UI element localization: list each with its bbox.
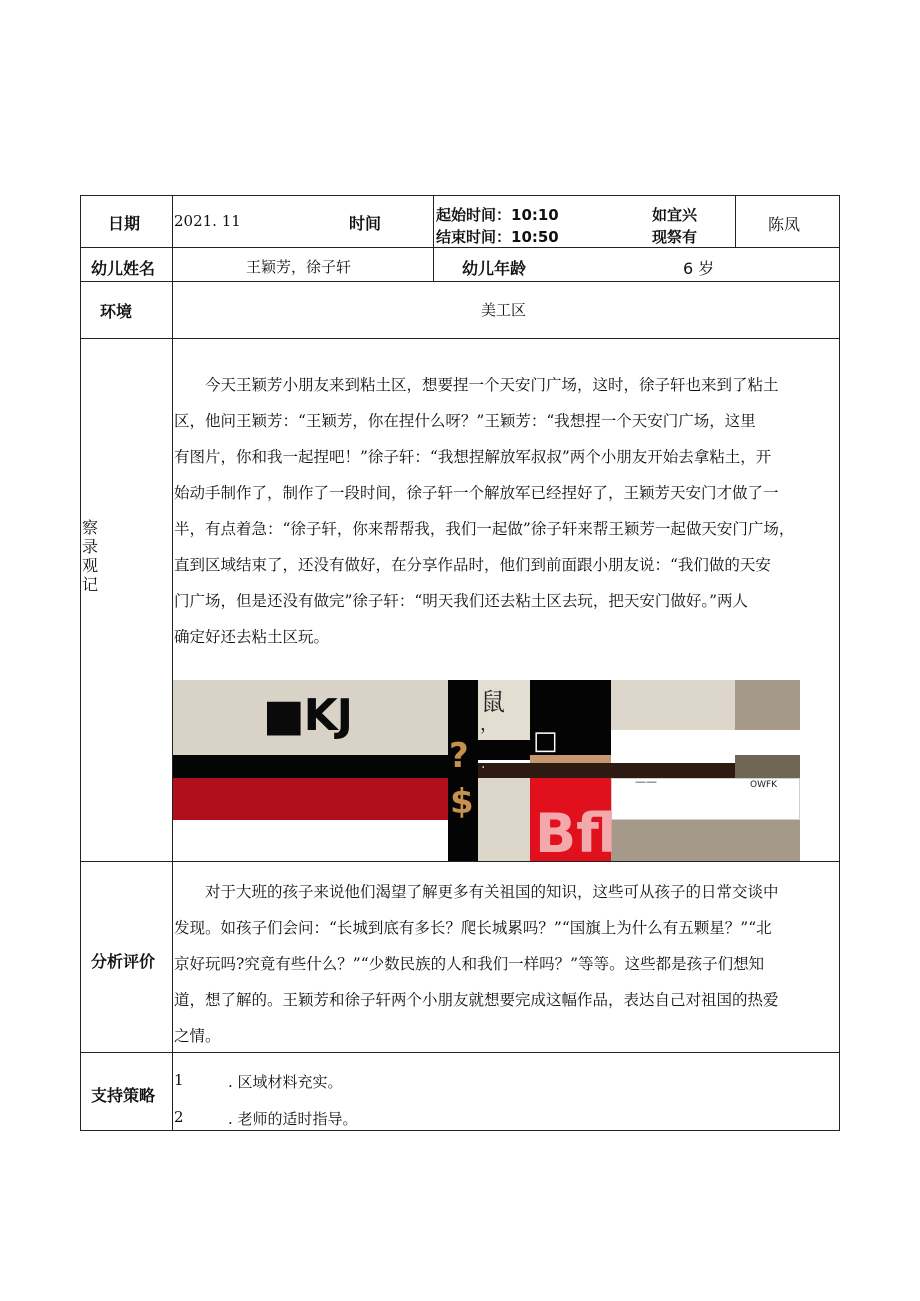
age-value: 6 岁 (683, 259, 715, 278)
table-border-right (839, 195, 840, 1131)
date-label: 日期 (108, 214, 141, 233)
strategy-label: 支持策略 (91, 1086, 156, 1105)
analysis-line: 对于大班的孩子来说他们渴望了解更多有关祖国的知识，这些可从孩子的日常交谈中 (205, 883, 779, 901)
photo-text-comma: ， (480, 714, 498, 735)
photo-block (478, 740, 530, 760)
photo-text-dollar: $ (450, 782, 474, 822)
row-divider (80, 338, 840, 339)
observation-line: 直到区域结束了，还没有做好，在分享作品时，他们到前面跟小朋友说：“我们做的天安 (174, 556, 771, 574)
photo-block (478, 778, 530, 861)
observation-line: 门广场，但是还没有做完”徐子轩：“明天我们还去粘土区去玩，把天安门做好。”两人 (174, 592, 749, 610)
observation-label: 察录观记 (82, 518, 99, 594)
age-label: 幼儿年龄 (462, 259, 527, 278)
observer-label-line2: 现祭有 (652, 228, 698, 246)
analysis-text (174, 874, 838, 1054)
child-names: 王颖芳，徐子轩 (246, 258, 352, 276)
label-column-divider (172, 195, 173, 1131)
photo-block (735, 680, 800, 730)
photo-block (611, 680, 735, 730)
observation-line: 半，有点着急：“徐子轩，你来帮帮我，我们一起做”徐子轩来帮王颖芳一起做天安门广场， (174, 520, 795, 538)
end-time: 结束时间：10:50 (436, 228, 559, 246)
photo-block (611, 730, 800, 755)
observation-photo (173, 680, 800, 861)
row-divider (80, 861, 840, 862)
photo-text-kj: ■KJ (263, 690, 353, 741)
strategy-item: . 老师的适时指导。 (228, 1110, 358, 1128)
analysis-line: 之情。 (174, 1027, 221, 1045)
time-label: 时间 (349, 214, 382, 233)
photo-block (173, 755, 448, 778)
observation-text (174, 367, 838, 655)
observation-line: 始动手制作了，制作了一段时间，徐子轩一个解放军已经捏好了，王颖芳天安门才做了一 (174, 484, 779, 502)
observation-line: 有图片，你和我一起捏吧！”徐子轩：“我想捏解放军叔叔”两个小朋友开始去拿粘土，开 (174, 448, 772, 466)
environment-value: 美工区 (481, 301, 527, 319)
strategy-number: 1 (174, 1071, 184, 1089)
column-divider (433, 195, 434, 282)
photo-block (173, 778, 448, 820)
strategy-item: . 区域材料充实。 (228, 1073, 343, 1091)
table-border-top (80, 195, 840, 196)
column-divider (735, 195, 736, 248)
photo-block (735, 755, 800, 778)
photo-block (478, 763, 735, 778)
analysis-line: 发现。如孩子们会问：“长城到底有多长？爬长城累吗？”“国旗上为什么有五颗星？”“北 (174, 919, 772, 937)
strategy-number: 2 (174, 1108, 184, 1126)
photo-block (530, 755, 611, 763)
analysis-line: 道，想了解的。王颖芳和徐子轩两个小朋友就想要完成这幅作品，表达自己对祖国的热爱 (174, 991, 779, 1009)
observation-line: 今天王颖芳小朋友来到粘土区，想要捏一个天安门广场，这时，徐子轩也来到了粘土 (205, 376, 779, 394)
child-name-label: 幼儿姓名 (91, 259, 156, 278)
row-divider (80, 247, 840, 248)
analysis-label: 分析评价 (91, 952, 156, 971)
observation-line: 确定好还去粘土区玩。 (174, 628, 330, 646)
photo-block (611, 820, 800, 861)
observer-label-line1: 如宜兴 (652, 206, 698, 224)
photo-text-mouse: 鼠 (481, 688, 505, 716)
table-border-bottom (80, 1130, 840, 1131)
environment-label: 环境 (100, 302, 133, 321)
photo-text-box: □ (533, 726, 558, 756)
photo-text-q: ? (449, 736, 469, 776)
observation-line: 区，他问王颖芳：“王颖芳，你在捏什么呀？”王颖芳：“我想捏一个天安门广场，这里 (174, 412, 756, 430)
photo-text-bfl: Bfl (535, 802, 617, 861)
photo-text-dash: —— (635, 775, 657, 788)
photo-text-dot: . (481, 756, 486, 772)
row-divider (80, 281, 840, 282)
observer-name: 陈凤 (768, 215, 801, 234)
analysis-line: 京好玩吗?究竟有些什么？”“少数民族的人和我们一样吗？”等等。这些都是孩子们想知 (174, 955, 765, 973)
start-time: 起始时间：10:10 (436, 206, 559, 224)
date-value: 2021. 11 (174, 212, 241, 230)
table-border-left (80, 195, 81, 1131)
photo-text-owfk: OWFK (750, 780, 778, 790)
